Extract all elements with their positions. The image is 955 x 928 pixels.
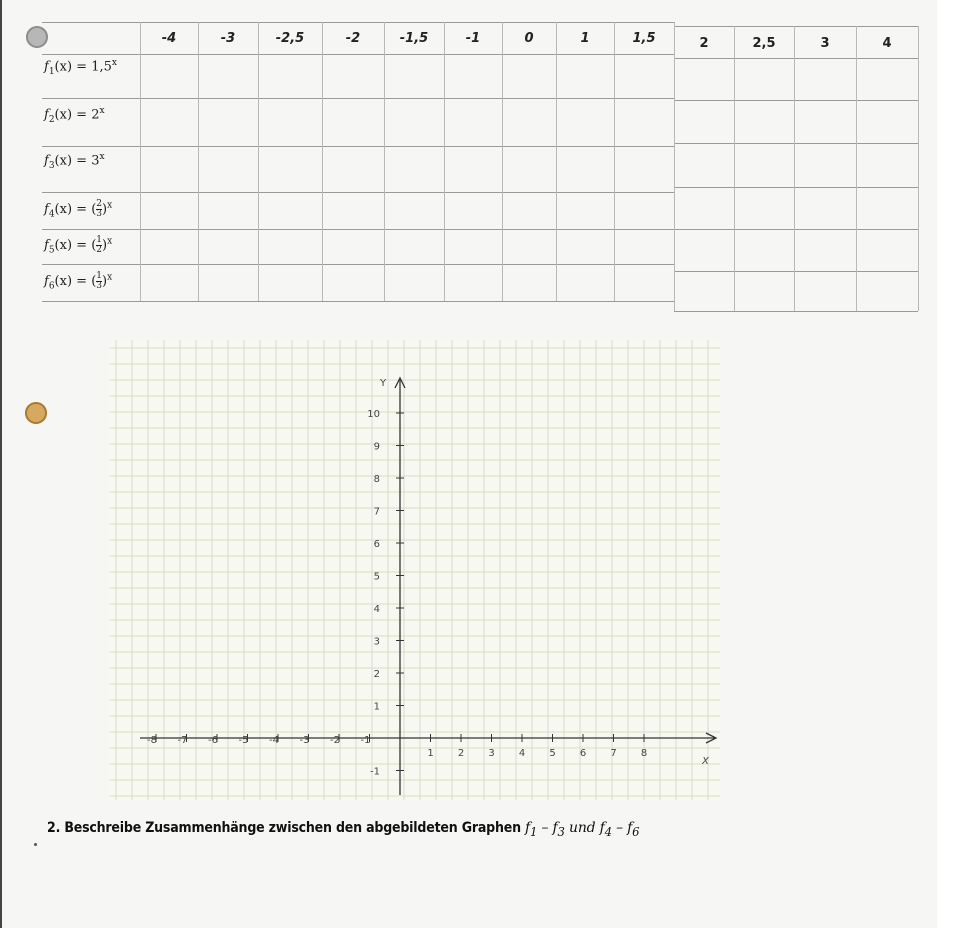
table-column-rule: [556, 22, 557, 301]
task-connector: und: [564, 820, 600, 836]
table-rule: [42, 229, 674, 230]
x-tick-label: -3: [299, 735, 310, 746]
x-value-header: 4: [882, 36, 892, 51]
table-rule: [42, 301, 674, 302]
x-tick-label: 6: [579, 748, 587, 759]
table-column-rule: [502, 22, 503, 301]
table-rule: [42, 54, 674, 55]
x-tick-label: -6: [208, 735, 218, 746]
x-value-header: -2,5: [275, 31, 305, 46]
y-axis-label: Y: [380, 378, 387, 389]
x-value-header: -1,5: [399, 31, 429, 46]
table-column-rule: [198, 22, 199, 301]
function-label: $f_1(x) = 1,5^x$: [44, 58, 117, 77]
x-value-header: -3: [220, 31, 236, 46]
y-tick-label: 5: [373, 571, 380, 583]
x-tick-label: -1: [360, 735, 371, 746]
x-tick-label: 8: [640, 748, 648, 759]
table-column-rule: [794, 26, 795, 311]
table-rule: [674, 143, 918, 144]
table-column-rule: [140, 22, 141, 301]
punch-hole: [26, 26, 48, 48]
y-tick-label: 2: [373, 669, 380, 680]
table-rule: [674, 229, 918, 230]
task-2: [47, 820, 639, 839]
punch-hole: [25, 402, 47, 424]
x-tick-label: 2: [457, 748, 465, 759]
x-tick-label: -5: [238, 735, 249, 746]
x-value-header: 2,5: [752, 36, 776, 51]
x-tick-label: -8: [147, 735, 157, 746]
x-value-header: -2: [345, 31, 361, 46]
x-tick-label: 4: [518, 748, 526, 759]
x-tick-label: -2: [330, 735, 340, 746]
table-rule: [674, 187, 918, 188]
page-margin: [937, 0, 955, 928]
task-range-1: $f_1 - f_3$: [525, 820, 565, 839]
y-tick-label: 3: [373, 636, 380, 648]
table-rule: [42, 192, 674, 193]
table-column-rule: [384, 22, 385, 301]
table-column-rule: [322, 22, 323, 301]
x-value-header: -1: [465, 31, 481, 46]
table-rule: [674, 311, 918, 312]
table-column-rule: [856, 26, 857, 311]
x-value-header: -4: [161, 31, 177, 46]
table-column-rule: [674, 26, 675, 311]
x-value-header: 1: [580, 31, 590, 46]
x-tick-label: -7: [177, 735, 188, 746]
function-label: $f_5(x)$ = ( 1 2 )$^x$: [44, 235, 113, 256]
x-value-header: 2: [699, 36, 709, 51]
table-rule: [674, 58, 918, 59]
x-tick-label: 5: [549, 748, 556, 759]
table-column-rule: [614, 22, 615, 301]
table-rule: [42, 264, 674, 265]
function-label: $f_6(x)$ = ( 1 3 )$^x$: [44, 271, 113, 292]
x-value-header: 1,5: [632, 31, 656, 46]
x-value-header: 3: [820, 36, 830, 51]
y-tick-label: 10: [367, 409, 380, 420]
y-tick-label: 9: [373, 441, 380, 453]
task-text: Beschreibe Zusammenhänge zwischen den abgebildeten Graphen: [64, 820, 521, 836]
page-edge: [0, 0, 2, 928]
x-tick-label: 1: [427, 748, 434, 759]
y-tick-label: 4: [373, 604, 380, 615]
table-rule: [42, 146, 674, 147]
table-rule: [674, 26, 918, 27]
x-axis-label: X: [702, 756, 709, 767]
x-value-header: 0: [524, 31, 534, 46]
stray-mark: [34, 843, 37, 846]
y-tick-label: 1: [373, 701, 380, 713]
task-range-2: $f_4 - f_6$: [599, 820, 640, 839]
x-tick-label: 7: [610, 748, 617, 759]
table-column-rule: [258, 22, 259, 301]
y-tick-label: -1: [370, 766, 380, 778]
table-rule: [674, 271, 918, 272]
y-tick-label: 8: [373, 474, 380, 485]
y-tick-label: 6: [373, 539, 380, 550]
table-column-rule: [444, 22, 445, 301]
table-column-rule: [734, 26, 735, 311]
function-label: $f_3(x) = 3^x$: [44, 152, 105, 171]
function-label: $f_2(x) = 2^x$: [44, 106, 105, 125]
coordinate-system: [110, 340, 720, 804]
function-label: $f_4(x)$ = ( 2 3 )$^x$: [44, 199, 113, 220]
x-tick-label: -4: [269, 735, 279, 746]
table-rule: [42, 98, 674, 99]
y-tick-label: 7: [373, 506, 380, 518]
table-rule: [42, 22, 674, 23]
table-rule: [674, 100, 918, 101]
task-number: 2.: [47, 820, 61, 836]
table-column-rule: [918, 26, 919, 311]
x-tick-label: 3: [488, 748, 495, 759]
